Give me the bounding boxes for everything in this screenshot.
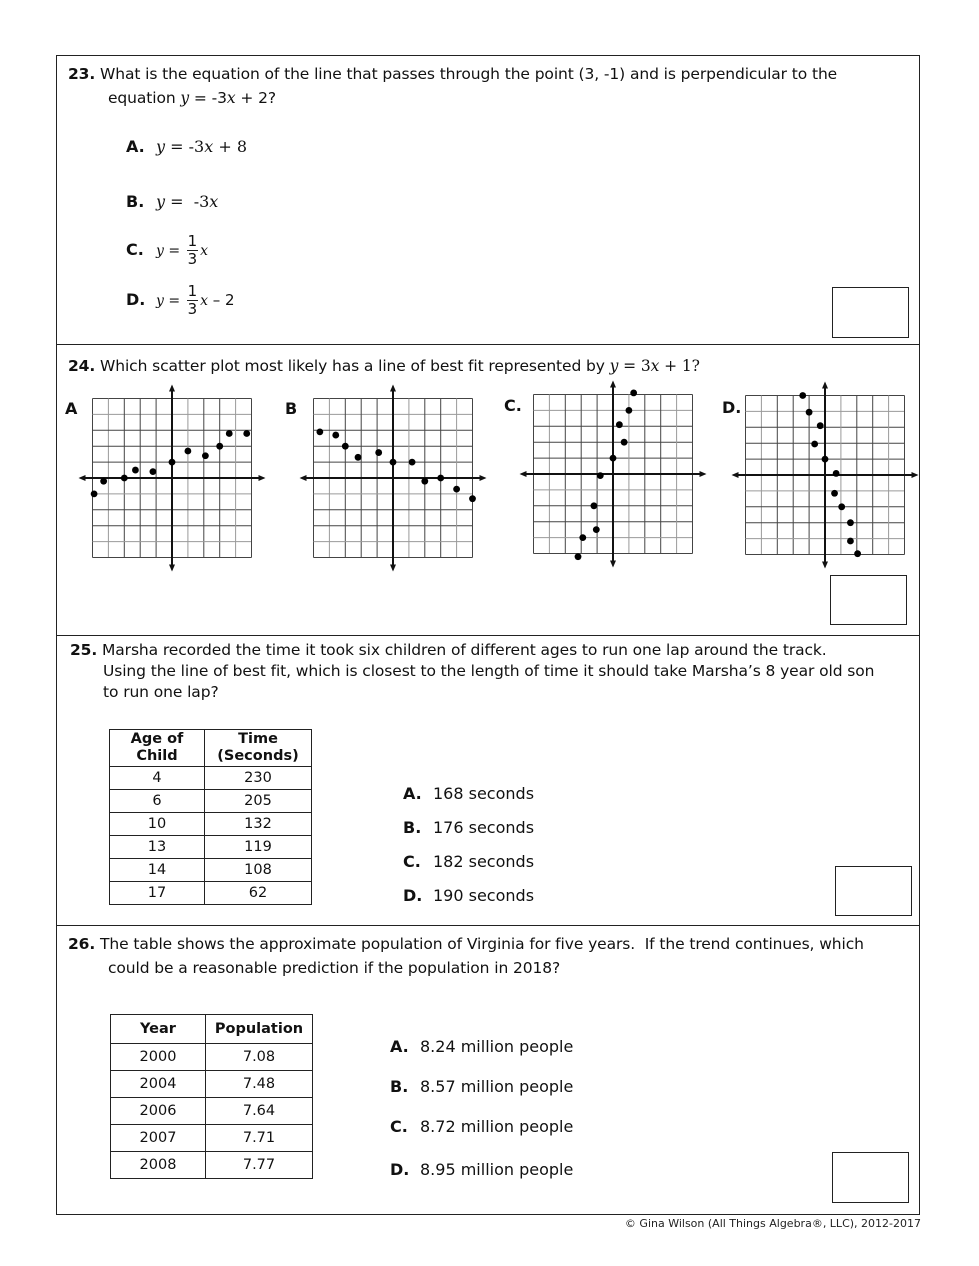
- scatter-plot-d[interactable]: [725, 375, 925, 575]
- q26-choice-d[interactable]: D. 8.95 million people: [390, 1160, 574, 1179]
- q26-choice-a[interactable]: A. 8.24 million people: [390, 1037, 574, 1056]
- data-point: [226, 430, 233, 437]
- data-point: [593, 526, 600, 533]
- data-point: [822, 456, 829, 463]
- scatter-plot-a[interactable]: [72, 378, 272, 578]
- q25-answer-box[interactable]: [835, 866, 912, 916]
- graph-b-label: B: [285, 399, 298, 418]
- q23-choice-b[interactable]: B. y = -3x: [126, 192, 219, 211]
- divider-q23-q24: [56, 344, 920, 345]
- q26-answer-box[interactable]: [832, 1152, 909, 1203]
- data-point: [409, 459, 416, 466]
- q23-text-line1: What is the equation of the line that passes through the point (3, -1) and is perpendicular to the: [100, 65, 838, 83]
- data-point: [91, 491, 98, 498]
- q23-answer-box[interactable]: [832, 287, 909, 338]
- data-point: [332, 432, 339, 439]
- table-row: 2007 7.71: [111, 1125, 313, 1152]
- q26-header-year: Year: [111, 1015, 206, 1044]
- data-point: [390, 459, 397, 466]
- q25-number: 25.: [70, 641, 98, 659]
- graph-a-label: A: [65, 399, 78, 418]
- data-point: [150, 468, 157, 475]
- table-row: 10 132: [110, 813, 312, 836]
- data-point: [169, 459, 176, 466]
- data-point: [591, 502, 598, 509]
- q26-header-population: Population: [206, 1015, 313, 1044]
- q24-answer-box[interactable]: [830, 575, 907, 625]
- data-point: [342, 443, 349, 450]
- q23-choice-a[interactable]: A. y = -3x + 8: [126, 137, 248, 156]
- data-point: [831, 490, 838, 497]
- divider-q24-q25: [56, 635, 920, 636]
- q23-choice-d[interactable]: D. y = $\frac{1}{3}$ x – 2: [126, 282, 235, 318]
- data-point: [437, 475, 444, 482]
- data-point: [597, 472, 604, 479]
- data-point: [630, 390, 637, 397]
- data-point: [185, 448, 192, 455]
- table-row: 2006 7.64: [111, 1098, 313, 1125]
- q25-choice-a[interactable]: A. 168 seconds: [403, 784, 535, 803]
- q24-question: 24. Which scatter plot most likely has a line of best fit represented by y = 3x + 1?: [68, 357, 700, 375]
- copyright-footer: © Gina Wilson (All Things Algebra®, LLC), 2012-2017: [624, 1217, 921, 1230]
- data-point: [202, 452, 209, 459]
- graph-c-label: C.: [504, 396, 522, 415]
- scatter-plot-c[interactable]: [513, 374, 713, 574]
- data-point: [610, 455, 617, 462]
- table-row: 2004 7.48: [111, 1071, 313, 1098]
- table-row: 13 119: [110, 836, 312, 859]
- data-point: [121, 475, 128, 482]
- graph-d-label: D.: [722, 398, 742, 417]
- q25-header-age: Age of Child: [110, 730, 205, 767]
- q25-choice-c[interactable]: C. 182 seconds: [403, 852, 535, 871]
- fraction-one-third: $\frac{1}{3}$: [187, 282, 198, 318]
- q24-number: 24.: [68, 357, 96, 375]
- data-point: [579, 534, 586, 541]
- scatter-plot-b[interactable]: [293, 378, 493, 578]
- table-row: 6 205: [110, 790, 312, 813]
- table-row: 2000 7.08: [111, 1044, 313, 1071]
- divider-q25-q26: [56, 925, 920, 926]
- data-point: [421, 478, 428, 485]
- table-row: 14 108: [110, 859, 312, 882]
- q25-choice-b[interactable]: B. 176 seconds: [403, 818, 535, 837]
- q23-text-line2: equation y = -3x + 2?: [108, 89, 276, 107]
- data-point: [854, 550, 861, 557]
- data-point: [616, 421, 623, 428]
- q26-number: 26.: [68, 935, 96, 953]
- data-point: [621, 439, 628, 446]
- table-row: 17 62: [110, 882, 312, 905]
- data-point: [316, 428, 323, 435]
- data-point: [100, 478, 107, 485]
- q26-choice-b[interactable]: B. 8.57 million people: [390, 1077, 574, 1096]
- data-point: [355, 454, 362, 461]
- data-point: [817, 422, 824, 429]
- q26-question: 26. The table shows the approximate population of Virginia for five years. If the trend continues, which could be a reasonable prediction if the population in 2018?: [68, 935, 864, 977]
- data-point: [833, 470, 840, 477]
- q26-data-table: [110, 1014, 313, 1179]
- fraction-one-third: $\frac{1}{3}$: [187, 232, 198, 268]
- q25-choice-d[interactable]: D. 190 seconds: [403, 886, 535, 905]
- q25-question: 25. Marsha recorded the time it took six children of different ages to run one lap around the track. Using the line of best fit, which is closest to the length of time it should take Marsha’s 8 year old son to run one lap?: [70, 641, 875, 701]
- q23-choice-c[interactable]: C. y = $\frac{1}{3}$ x: [126, 232, 209, 268]
- q25-header-time: Time (Seconds): [205, 730, 312, 767]
- table-row: 4 230: [110, 767, 312, 790]
- data-point: [806, 409, 813, 416]
- table-row: 2008 7.77: [111, 1152, 313, 1179]
- data-point: [375, 449, 382, 456]
- data-point: [847, 538, 854, 545]
- data-point: [216, 443, 223, 450]
- q26-choice-c[interactable]: C. 8.72 million people: [390, 1117, 574, 1136]
- data-point: [811, 441, 818, 448]
- data-point: [243, 430, 250, 437]
- data-point: [799, 392, 806, 399]
- q23-number: 23.: [68, 65, 96, 83]
- q25-data-table: [109, 729, 312, 905]
- q23-question: [68, 62, 908, 86]
- data-point: [469, 495, 476, 502]
- data-point: [575, 553, 582, 560]
- data-point: [626, 407, 633, 414]
- data-point: [838, 503, 845, 510]
- data-point: [453, 486, 460, 493]
- data-point: [847, 519, 854, 526]
- data-point: [132, 467, 139, 474]
